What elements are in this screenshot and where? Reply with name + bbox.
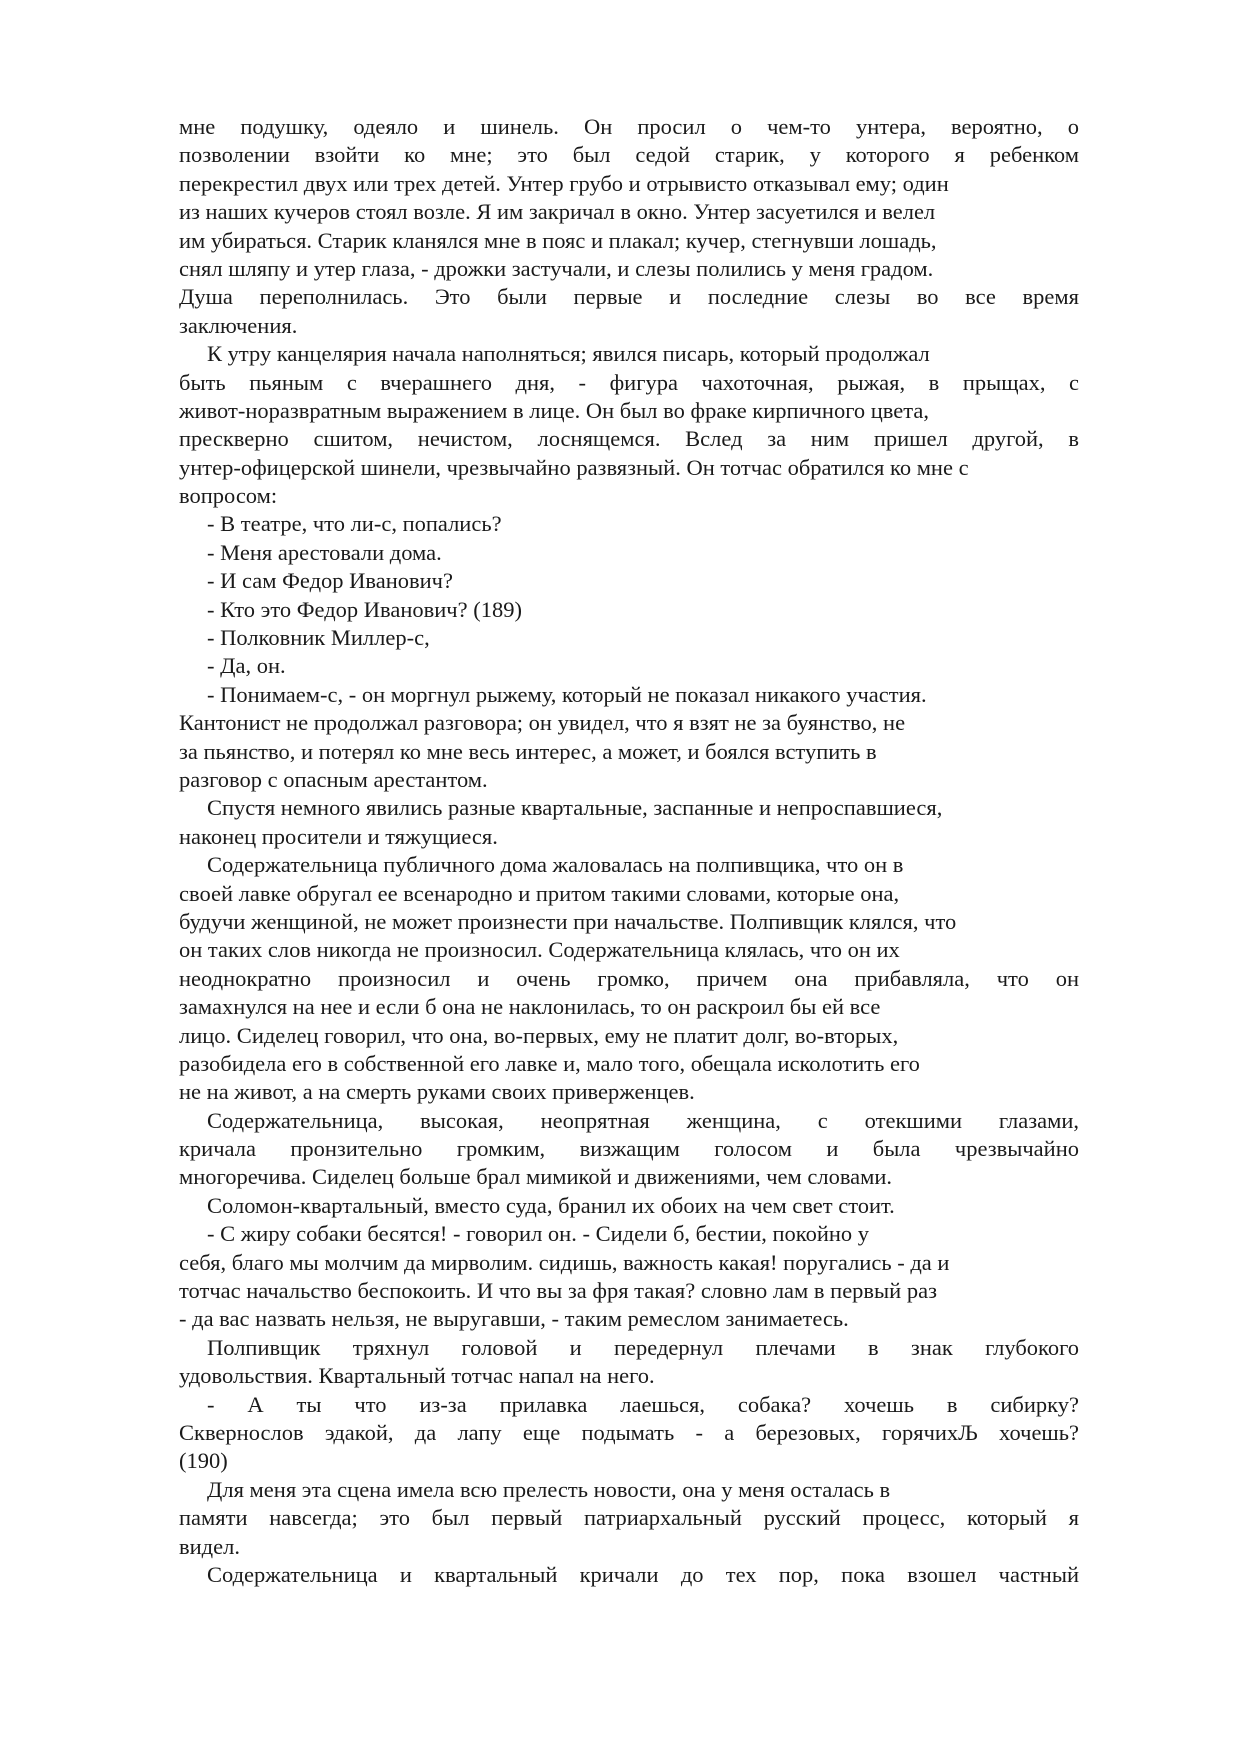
text-line: своей лавке обругал ее всенародно и притом такими словами, которые она, — [179, 880, 900, 906]
text-line: заключения. — [179, 312, 298, 338]
text-line: прескверно сшитом, нечистом, лоснящемся. Вслед за ним пришел другой, в — [179, 426, 1079, 452]
text-line: он таких слов никогда не произносил. Содержательница клялась, что он их — [179, 937, 900, 963]
text-line: Содержательница и квартальный кричали до тех пор, пока взошел частный — [207, 1561, 1079, 1587]
text-line: - Полковник Миллер-с, — [207, 625, 430, 651]
text-line: - Кто это Федор Иванович? (189) — [207, 596, 522, 622]
text-line: живот-норазвратным выражением в лице. Он был во фраке кирпичного цвета, — [179, 397, 929, 423]
text-line: Соломон-квартальный, вместо суда, бранил их обоих на чем свет стоит. — [207, 1192, 895, 1218]
text-line: быть пьяным с вчерашнего дня, - фигура чахоточная, рыжая, в прыщах, с — [179, 369, 1079, 395]
body-text — [179, 113, 1079, 1589]
text-line: - Понимаем-с, - он моргнул рыжему, который не показал никакого участия. — [207, 681, 927, 707]
text-line: замахнулся на нее и если б она не наклонилась, то он раскроил бы ей все — [179, 994, 881, 1020]
text-line: Содержательница публичного дома жаловалась на полпивщика, что он в — [207, 852, 904, 878]
text-line: памяти навсегда; это был первый патриархальный русский процесс, который я — [179, 1505, 1079, 1531]
text-line: унтер-офицерской шинели, чрезвычайно развязный. Он тотчас обратился ко мне с — [179, 454, 969, 480]
text-line: - В театре, что ли-с, попались? — [207, 511, 502, 537]
text-line: лицо. Сиделец говорил, что она, во-первых, ему не платит долг, во-вторых, — [179, 1022, 899, 1048]
text-line: - Да, он. — [207, 653, 286, 679]
text-line: - И сам Федор Иванович? — [207, 568, 453, 594]
text-line: - С жиру собаки бесятся! - говорил он. - Сидели б, бестии, покойно у — [207, 1221, 870, 1247]
text-line: будучи женщиной, не может произнести при начальстве. Полпивщик клялся, что — [179, 908, 957, 934]
text-line: неоднократно произносил и очень громко, причем она прибавляла, что он — [179, 965, 1079, 991]
text-line: наконец просители и тяжущиеся. — [179, 823, 498, 849]
text-line: вопросом: — [179, 483, 278, 509]
text-line: за пьянство, и потерял ко мне весь интерес, а может, и боялся вступить в — [179, 738, 877, 764]
text-line: - Меня арестовали дома. — [207, 539, 442, 565]
text-line: перекрестил двух или трех детей. Унтер грубо и отрывисто отказывал ему; один — [179, 170, 949, 196]
text-line: К утру канцелярия начала наполняться; явился писарь, который продолжал — [207, 341, 930, 367]
text-line: мне подушку, одеяло и шинель. Он просил о чем-то унтера, вероятно, о — [179, 114, 1079, 139]
text-line: позволении взойти ко мне; это был седой старик, у которого я ребенком — [179, 142, 1079, 168]
text-line: (190) — [179, 1448, 228, 1474]
text-line: себя, благо мы молчим да мирволим. сидишь, важность какая! поругались - да и — [179, 1249, 950, 1275]
text-line: Содержательница, высокая, неопрятная женщина, с отекшими глазами, — [207, 1107, 1079, 1133]
text-line: многоречива. Сиделец больше брал мимикой и движениями, чем словами. — [179, 1164, 893, 1190]
text-line: Для меня эта сцена имела всю прелесть новости, она у меня осталась в — [207, 1476, 891, 1502]
text-line: не на живот, а на смерть руками своих приверженцев. — [179, 1079, 695, 1105]
text-line: тотчас начальство беспокоить. И что вы за фря такая? словно лам в первый раз — [179, 1278, 937, 1304]
text-line: из наших кучеров стоял возле. Я им закричал в окно. Унтер засуетился и велел — [179, 199, 936, 225]
text-line: разговор с опасным арестантом. — [179, 766, 488, 792]
text-line: удовольствия. Квартальный тотчас напал на него. — [179, 1363, 655, 1389]
text-line: снял шляпу и утер глаза, - дрожки застучали, и слезы полились у меня градом. — [179, 255, 934, 281]
text-line: - А ты что из-за прилавка лаешься, собака? хочешь в сибирку? — [207, 1391, 1079, 1417]
text-line: видел. — [179, 1533, 240, 1559]
text-line: кричала пронзительно громким, визжащим голосом и была чрезвычайно — [179, 1136, 1079, 1162]
text-line: - да вас назвать нельзя, не выругавши, - таким ремеслом занимаетесь. — [179, 1306, 849, 1332]
text-line: Спустя немного явились разные квартальные, заспанные и непроспавшиеся, — [207, 795, 943, 821]
text-line: Душа переполнилась. Это были первые и последние слезы во все время — [179, 284, 1079, 310]
text-line: Полпивщик тряхнул головой и передернул плечами в знак глубокого — [207, 1334, 1079, 1360]
text-line: Сквернослов эдакой, да лапу еще подымать - а березовых, горячихЉ хочешь? — [179, 1419, 1079, 1445]
text-line: им убираться. Старик кланялся мне в пояс и плакал; кучер, стегнувши лошадь, — [179, 227, 937, 253]
text-line: разобидела его в собственной его лавке и, мало того, обещала исколотить его — [179, 1050, 920, 1076]
text-line: Кантонист не продолжал разговора; он увидел, что я взят не за буянство, не — [179, 710, 906, 736]
